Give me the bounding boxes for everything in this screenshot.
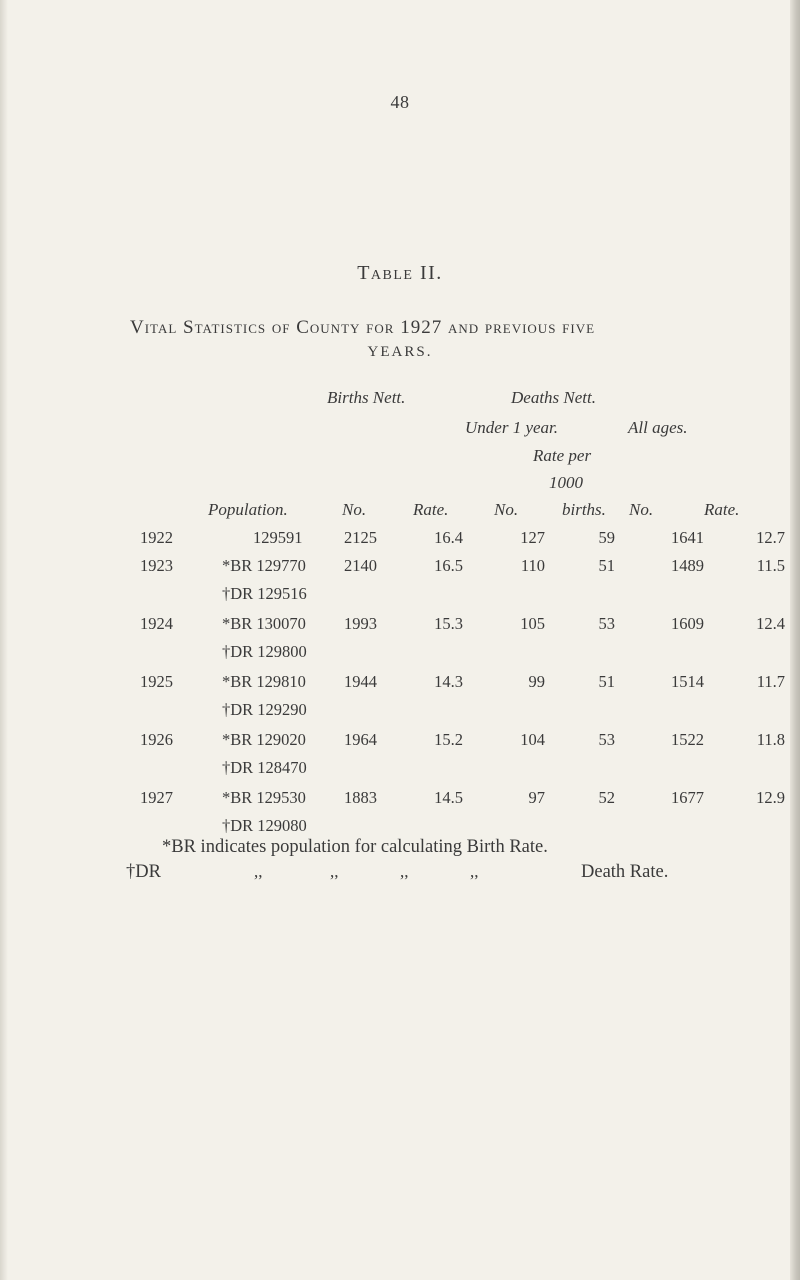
- all-deaths-rate-cell: 12.9: [756, 788, 785, 807]
- header-rate-per: Rate per: [533, 446, 592, 465]
- year-cell: 1925: [140, 672, 173, 691]
- all-deaths-rate-cell: 11.7: [756, 672, 785, 691]
- all-deaths-no-cell: 1489: [671, 556, 704, 575]
- year-cell: 1922: [140, 528, 173, 547]
- population-cell: 129591: [253, 528, 303, 547]
- infant-rate-cell: 52: [598, 788, 615, 807]
- population-dr-cell: †DR 129080: [222, 816, 307, 835]
- population-br-cell: *BR 129810: [222, 672, 306, 691]
- footnote-ditto-3: ,,: [400, 862, 409, 881]
- page-number: 48: [390, 92, 410, 112]
- table-row: [120, 556, 785, 584]
- births-no-cell: 2125: [344, 528, 377, 547]
- header-all-ages: All ages.: [628, 418, 688, 437]
- footnote-ditto-2: ,,: [330, 862, 339, 881]
- table-row: [120, 788, 785, 816]
- population-br-cell: *BR 129530: [222, 788, 306, 807]
- table-row: [120, 672, 785, 700]
- header-rate-per-births: births.: [562, 500, 606, 519]
- footnote-ditto-4: ,,: [470, 862, 479, 881]
- all-deaths-no-cell: 1514: [671, 672, 704, 691]
- population-br-cell: *BR 130070: [222, 614, 306, 633]
- table-row: [120, 528, 785, 556]
- header-population: Population.: [208, 500, 288, 519]
- table-title: Table II.: [357, 262, 443, 284]
- infant-deaths-no-cell: 104: [520, 730, 545, 749]
- page-left-edge: [0, 0, 8, 1280]
- births-rate-cell: 16.4: [434, 528, 463, 547]
- header-all-ages-no: No.: [629, 500, 654, 519]
- header-births-rate: Rate.: [413, 500, 449, 519]
- population-br-cell: *BR 129770: [222, 556, 306, 575]
- infant-rate-cell: 51: [598, 672, 615, 691]
- footnote-dr-mark: †DR: [126, 862, 161, 882]
- infant-deaths-no-cell: 105: [520, 614, 545, 633]
- infant-deaths-no-cell: 110: [520, 556, 545, 575]
- population-dr-cell: †DR 129516: [222, 584, 307, 603]
- year-cell: 1924: [140, 614, 173, 633]
- births-no-cell: 1944: [344, 672, 377, 691]
- year-cell: 1926: [140, 730, 173, 749]
- population-br-cell: *BR 129020: [222, 730, 306, 749]
- all-deaths-no-cell: 1677: [671, 788, 704, 807]
- all-deaths-rate-cell: 12.4: [756, 614, 785, 633]
- table-subrow: [120, 642, 720, 672]
- table-subrow: [120, 700, 720, 730]
- all-deaths-no-cell: 1641: [671, 528, 704, 547]
- births-rate-cell: 14.3: [434, 672, 463, 691]
- infant-rate-cell: 51: [598, 556, 615, 575]
- infant-deaths-no-cell: 99: [528, 672, 545, 691]
- infant-rate-cell: 59: [598, 528, 615, 547]
- births-no-cell: 1964: [344, 730, 377, 749]
- page-right-edge: [790, 0, 800, 1280]
- infant-rate-cell: 53: [598, 614, 615, 633]
- footnote-dr-end: Death Rate.: [581, 862, 669, 882]
- table-subrow: [120, 758, 720, 788]
- header-1000: 1000: [549, 473, 583, 492]
- births-rate-cell: 15.3: [434, 614, 463, 633]
- births-no-cell: 1993: [344, 614, 377, 633]
- footnote-ditto-1: ,,: [254, 862, 263, 881]
- year-cell: 1927: [140, 788, 173, 807]
- header-births-nett: Births Nett.: [327, 388, 406, 407]
- all-deaths-rate-cell: 11.8: [756, 730, 785, 749]
- footnote-br: *BR indicates population for calculating Birth Rate.: [162, 837, 548, 857]
- all-deaths-rate-cell: 11.5: [756, 556, 785, 575]
- table-subrow: [120, 584, 720, 614]
- all-deaths-no-cell: 1522: [671, 730, 704, 749]
- births-no-cell: 2140: [344, 556, 377, 575]
- population-dr-cell: †DR 129800: [222, 642, 307, 661]
- table-caption: Vital Statistics of County for 1927 and previous five: [130, 317, 596, 338]
- year-cell: 1923: [140, 556, 173, 575]
- table-row: [120, 614, 785, 642]
- infant-rate-cell: 53: [598, 730, 615, 749]
- population-dr-cell: †DR 129290: [222, 700, 307, 719]
- births-rate-cell: 16.5: [434, 556, 463, 575]
- vital-statistics-table: [120, 528, 785, 846]
- births-no-cell: 1883: [344, 788, 377, 807]
- population-dr-cell: †DR 128470: [222, 758, 307, 777]
- all-deaths-rate-cell: 12.7: [756, 528, 785, 547]
- infant-deaths-no-cell: 127: [520, 528, 545, 547]
- table-caption-continued: YEARS.: [367, 344, 433, 360]
- table-row: [120, 730, 785, 758]
- births-rate-cell: 15.2: [434, 730, 463, 749]
- infant-deaths-no-cell: 97: [528, 788, 545, 807]
- header-births-no: No.: [342, 500, 367, 519]
- all-deaths-no-cell: 1609: [671, 614, 704, 633]
- header-all-ages-rate: Rate.: [704, 500, 740, 519]
- header-deaths-nett: Deaths Nett.: [511, 388, 596, 407]
- header-deaths-no: No.: [494, 500, 519, 519]
- header-under-1-year: Under 1 year.: [465, 418, 559, 437]
- births-rate-cell: 14.5: [434, 788, 463, 807]
